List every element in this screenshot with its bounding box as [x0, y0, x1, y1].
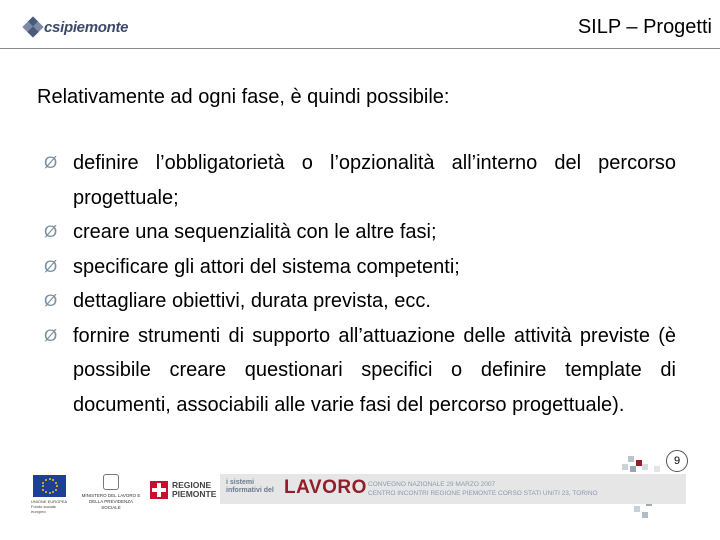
- slide-title: SILP – Progetti: [577, 16, 712, 38]
- mosaic-tile: [628, 456, 634, 462]
- arrow-bullet-icon: Ø: [44, 222, 58, 241]
- eu-star-icon: [52, 479, 54, 481]
- arrow-bullet-icon: Ø: [44, 256, 58, 276]
- arrow-bullet-icon: Ø: [44, 153, 58, 172]
- bullet-text: specificare gli attori del sistema competenti;: [73, 255, 460, 278]
- mosaic-tile: [622, 464, 628, 470]
- regione-line-2: PIEMONTE: [172, 489, 217, 499]
- banner-line-1: CONVEGNO NAZIONALE 29 MARZO 2007: [368, 481, 496, 488]
- intro-text: Relativamente ad ogni fase, è quindi possibile:: [37, 86, 450, 108]
- eu-star-icon: [56, 485, 58, 487]
- eu-star-icon: [52, 491, 54, 493]
- mosaic-tile: [654, 466, 660, 472]
- bullet-text: creare una sequenzialità con le altre fasi;: [73, 221, 437, 243]
- ministero-text: MINISTERO DEL LAVORO E DELLA PREVIDENZA SOCIALE: [81, 493, 141, 510]
- bullet-item: [44, 250, 676, 285]
- mosaic-tile: [634, 506, 640, 512]
- eu-star-icon: [42, 482, 44, 484]
- mosaic-tile: [642, 464, 648, 470]
- page-number: 9: [666, 450, 688, 472]
- eu-flag-icon: [33, 475, 66, 497]
- bullet-item: [44, 284, 676, 319]
- bullet-item: [44, 319, 676, 423]
- bullet-item: [44, 215, 676, 250]
- banner-line-2: CENTRO INCONTRI REGIONE PIEMONTE CORSO STATI UNITI 23, TORINO: [368, 490, 598, 497]
- logo-text: csipiemonte: [44, 18, 129, 36]
- bullet-text: dettagliare obiettivi, durata prevista, ecc.: [73, 290, 431, 312]
- convegno-banner: [220, 474, 686, 504]
- regione-line-1: REGIONE: [172, 480, 212, 490]
- eu-caption: UNIONE EUROPEA Fondo sociale europeo: [31, 499, 68, 514]
- bullet-text: definire l’obbligatorietà o l’opzionalità all’interno del percorso progettuale;: [73, 152, 676, 209]
- eu-star-icon: [49, 492, 51, 494]
- bullet-text: fornire strumenti di supporto all’attuazione delle attività previste (è possibile creare questionari specifici o definire template di documenti, associabili alle varie fasi del percorso progettuale).: [73, 324, 676, 416]
- arrow-bullet-icon: Ø: [44, 291, 58, 310]
- bullet-item: [44, 146, 676, 215]
- eu-star-icon: [55, 482, 57, 484]
- banner-title: LAVORO: [284, 477, 367, 498]
- eu-star-icon: [55, 489, 57, 491]
- ministero-logo: [80, 474, 142, 511]
- eu-star-icon: [49, 478, 51, 480]
- eu-star-icon: [42, 489, 44, 491]
- mosaic-tile: [630, 466, 636, 472]
- eu-star-icon: [42, 485, 44, 487]
- eu-star-icon: [45, 479, 47, 481]
- banner-small-2: informativi del: [226, 487, 274, 494]
- banner-small-1: i sistemi: [226, 479, 255, 486]
- regione-piemonte-logo: [150, 481, 216, 499]
- header-divider: [0, 48, 720, 49]
- ministero-emblem-icon: [103, 474, 119, 490]
- eu-star-icon: [45, 491, 47, 493]
- arrow-bullet-icon: Ø: [44, 325, 58, 345]
- mosaic-tile: [642, 512, 648, 518]
- bullet-list: [44, 146, 676, 422]
- regione-shield-icon: [150, 481, 168, 499]
- csi-logo-icon: [24, 18, 42, 36]
- csi-piemonte-logo: [24, 18, 128, 36]
